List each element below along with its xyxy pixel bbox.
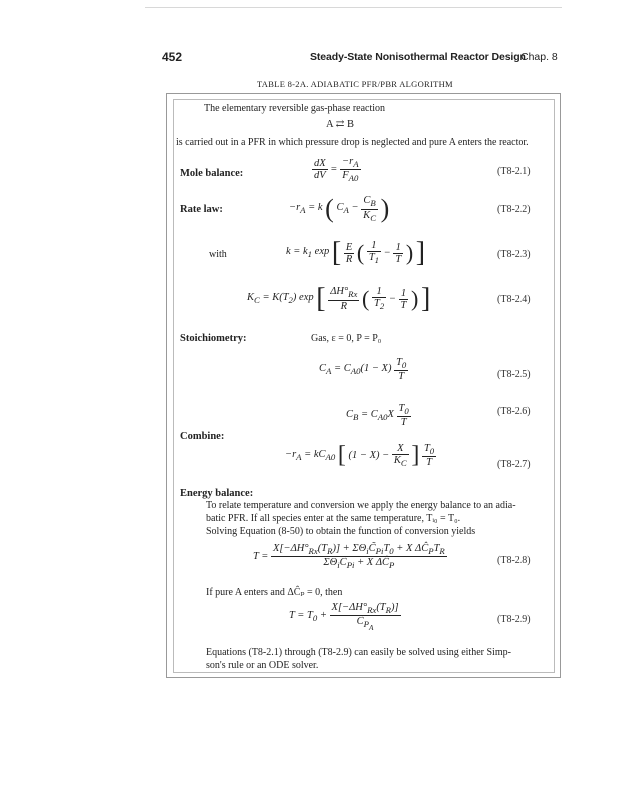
top-rule <box>145 7 562 8</box>
eq-number-8: (T8-2.8) <box>497 555 531 566</box>
eq-number-1: (T8-2.1) <box>497 166 531 177</box>
conditions-text: is carried out in a PFR in which pressure drop is neglected and pure A enters the reactor. <box>176 137 529 148</box>
equilibrium-constant-equation: $K_C = K(T_2)$ exp [ $\frac{\Delta H^\circ_{Rx}}{R}$ ( $\frac{1}{T_2}$ − $\frac{1}{T}$ ) ] <box>247 283 431 314</box>
table-caption: TABLE 8-2A. ADIABATIC PFR/PBR ALGORITHM <box>257 79 453 89</box>
cb-equation: $C_B = C_{A0}X$ $\frac{T_0}{T}$ <box>346 403 409 429</box>
mole-balance-equation: $\frac{dX}{dV}$ = $\frac{-r_A}{F_{A0}}$ <box>314 156 359 184</box>
closing-text-1: Equations (T8-2.1) through (T8-2.9) can easily be solved using either Simp- <box>206 647 511 658</box>
energy-text-3: Solving Equation (8-50) to obtain the function of conversion yields <box>206 526 476 537</box>
page-number: 452 <box>162 50 183 64</box>
pure-a-equation: $T = T_0$ + $\frac{X[-\Delta H^\circ_{Rx}(T_R)]}{C̃_{P_A}}$ <box>289 602 399 632</box>
temperature-conversion-equation: T = $\frac{X[-\Delta H^\circ_{Rx}(T_R)] + \Sigma\Theta_iC̃_{Pi}T_0 + X \Delta Ĉ_PT_R}{\Sigma\Theta_iC̃_{Pi} + X \Delta Ĉ_P}$ <box>253 543 445 571</box>
reaction-equation: A ⇄ B <box>326 119 355 130</box>
eq-number-7: (T8-2.7) <box>497 459 531 470</box>
energy-text-2: batic PFR. If all species enter at the same temperature, Tᵢ₀ = T₀. <box>206 513 461 524</box>
eq-number-9: (T8-2.9) <box>497 614 531 625</box>
eq-number-3: (T8-2.3) <box>497 249 531 260</box>
eq-number-5: (T8-2.5) <box>497 369 531 380</box>
combine-equation: $-r_A = kC_{A0}$ [ (1 − X) − $\frac{X}{K_C}$ ] $\frac{T_0}{T}$ <box>285 442 435 469</box>
stoichiometry-gas: Gas, ε = 0, P = P₀ <box>311 333 382 344</box>
with-label: with <box>209 249 227 260</box>
intro-text: The elementary reversible gas-phase reaction <box>204 103 386 114</box>
energy-balance-label: Energy balance: <box>180 488 254 499</box>
combine-label: Combine: <box>180 431 225 442</box>
closing-text-2: son's rule or an ODE solver. <box>206 660 319 671</box>
arrhenius-equation: $k = k_1$ exp [ $\frac{E}{R}$ ( $\frac{1}{T_1}$ − $\frac{1}{T}$ ) ] <box>286 237 426 268</box>
chapter-label: Chap. 8 <box>521 51 558 63</box>
rate-law-equation: $-r_A = k$ ( $C_A$ − $\frac{C_B}{K_C}$ ) <box>289 194 390 223</box>
ca-equation: $C_A = C_{A0}(1 - X)$ $\frac{T_0}{T}$ <box>319 357 407 383</box>
stoichiometry-label: Stoichiometry: <box>180 333 247 344</box>
eq-number-6: (T8-2.6) <box>497 406 531 417</box>
eq-number-2: (T8-2.2) <box>497 204 531 215</box>
rate-law-label: Rate law: <box>180 204 223 215</box>
pure-a-text: If pure A enters and ΔĈₚ = 0, then <box>206 587 343 598</box>
energy-text-1: To relate temperature and conversion we apply the energy balance to an adia- <box>206 500 516 511</box>
running-title: Steady-State Nonisothermal Reactor Design <box>310 51 526 63</box>
eq-number-4: (T8-2.4) <box>497 294 531 305</box>
mole-balance-label: Mole balance: <box>180 168 244 179</box>
